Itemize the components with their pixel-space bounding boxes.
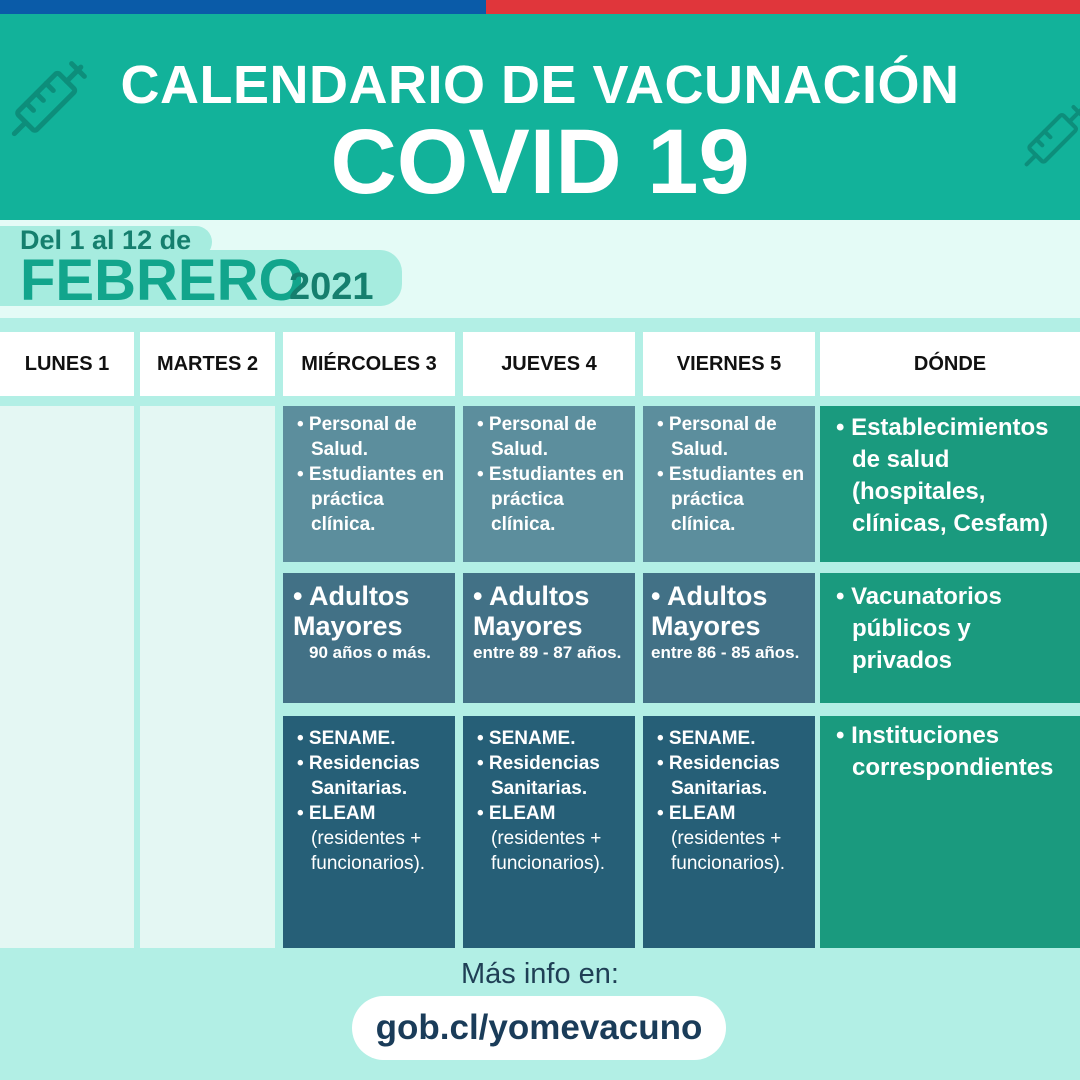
flag-stripe-blue [0, 0, 486, 14]
title-line-1: CALENDARIO DE VACUNACIÓN [120, 55, 960, 115]
where-vaccination-centers [820, 573, 1080, 703]
list-item: • ELEAM [477, 803, 556, 824]
cell-institutions [463, 716, 635, 948]
elderly-ages: entre 89 - 87 años. [473, 643, 622, 662]
empty-column-martes [140, 406, 275, 948]
list-item-detail: (residentes + funcionarios). [671, 828, 786, 874]
where-institutions [820, 716, 1080, 948]
website-link[interactable]: gob.cl/yomevacuno [352, 996, 726, 1060]
flag-stripe-red [486, 0, 1080, 14]
list-item-detail: (residentes + funcionarios). [491, 828, 606, 874]
list-item: • Personal de Salud. [297, 414, 417, 460]
column-header-lunes: LUNES 1 [0, 332, 134, 396]
cell-health-workers [643, 406, 815, 562]
elderly-heading: • Adultos Mayores [473, 581, 590, 641]
list-item: • Estudiantes en práctica clínica. [477, 464, 625, 535]
where-item: • Vacunatorios públicos y privados [836, 583, 1002, 674]
date-year: 2021 [289, 266, 374, 308]
column-header-viernes: VIERNES 5 [643, 332, 815, 396]
title-line-2: COVID 19 [330, 111, 750, 213]
list-item: • Residencias Sanitarias. [657, 753, 780, 799]
cell-institutions [283, 716, 455, 948]
list-item: • Personal de Salud. [657, 414, 777, 460]
list-item: • Estudiantes en práctica clínica. [657, 464, 805, 535]
column-header-jueves: JUEVES 4 [463, 332, 635, 396]
elderly-ages: 90 años o más. [309, 643, 431, 662]
empty-column-lunes [0, 406, 134, 948]
column-header-miercoles: MIÉRCOLES 3 [283, 332, 455, 396]
cell-health-workers [463, 406, 635, 562]
where-health-facilities [820, 406, 1080, 562]
cell-institutions [643, 716, 815, 948]
elderly-heading: • Adultos Mayores [293, 581, 410, 641]
list-item: • SENAME. [297, 728, 396, 749]
list-item: • ELEAM [657, 803, 736, 824]
list-item: • SENAME. [477, 728, 576, 749]
elderly-heading: • Adultos Mayores [651, 581, 768, 641]
list-item-detail: (residentes + funcionarios). [311, 828, 426, 874]
list-item: • Residencias Sanitarias. [477, 753, 600, 799]
list-item: • ELEAM [297, 803, 376, 824]
cell-health-workers [283, 406, 455, 562]
more-info-label: Más info en: [461, 958, 619, 990]
list-item: • SENAME. [657, 728, 756, 749]
date-month: FEBRERO [20, 248, 304, 313]
date-range: Del 1 al 12 de [20, 225, 192, 255]
list-item: • Estudiantes en práctica clínica. [297, 464, 445, 535]
column-header-martes: MARTES 2 [140, 332, 275, 396]
list-item: • Residencias Sanitarias. [297, 753, 420, 799]
elderly-ages: entre 86 - 85 años. [651, 643, 800, 662]
list-item: • Personal de Salud. [477, 414, 597, 460]
where-item: • Instituciones correspondientes [836, 722, 1054, 781]
where-item: • Establecimientos de salud (hospitales, clínicas, Cesfam) [836, 414, 1049, 537]
column-header-donde: DÓNDE [820, 332, 1080, 396]
cell-elderly-fri [643, 573, 815, 703]
cell-elderly-thu [463, 573, 635, 703]
cell-elderly-wed [283, 573, 455, 703]
